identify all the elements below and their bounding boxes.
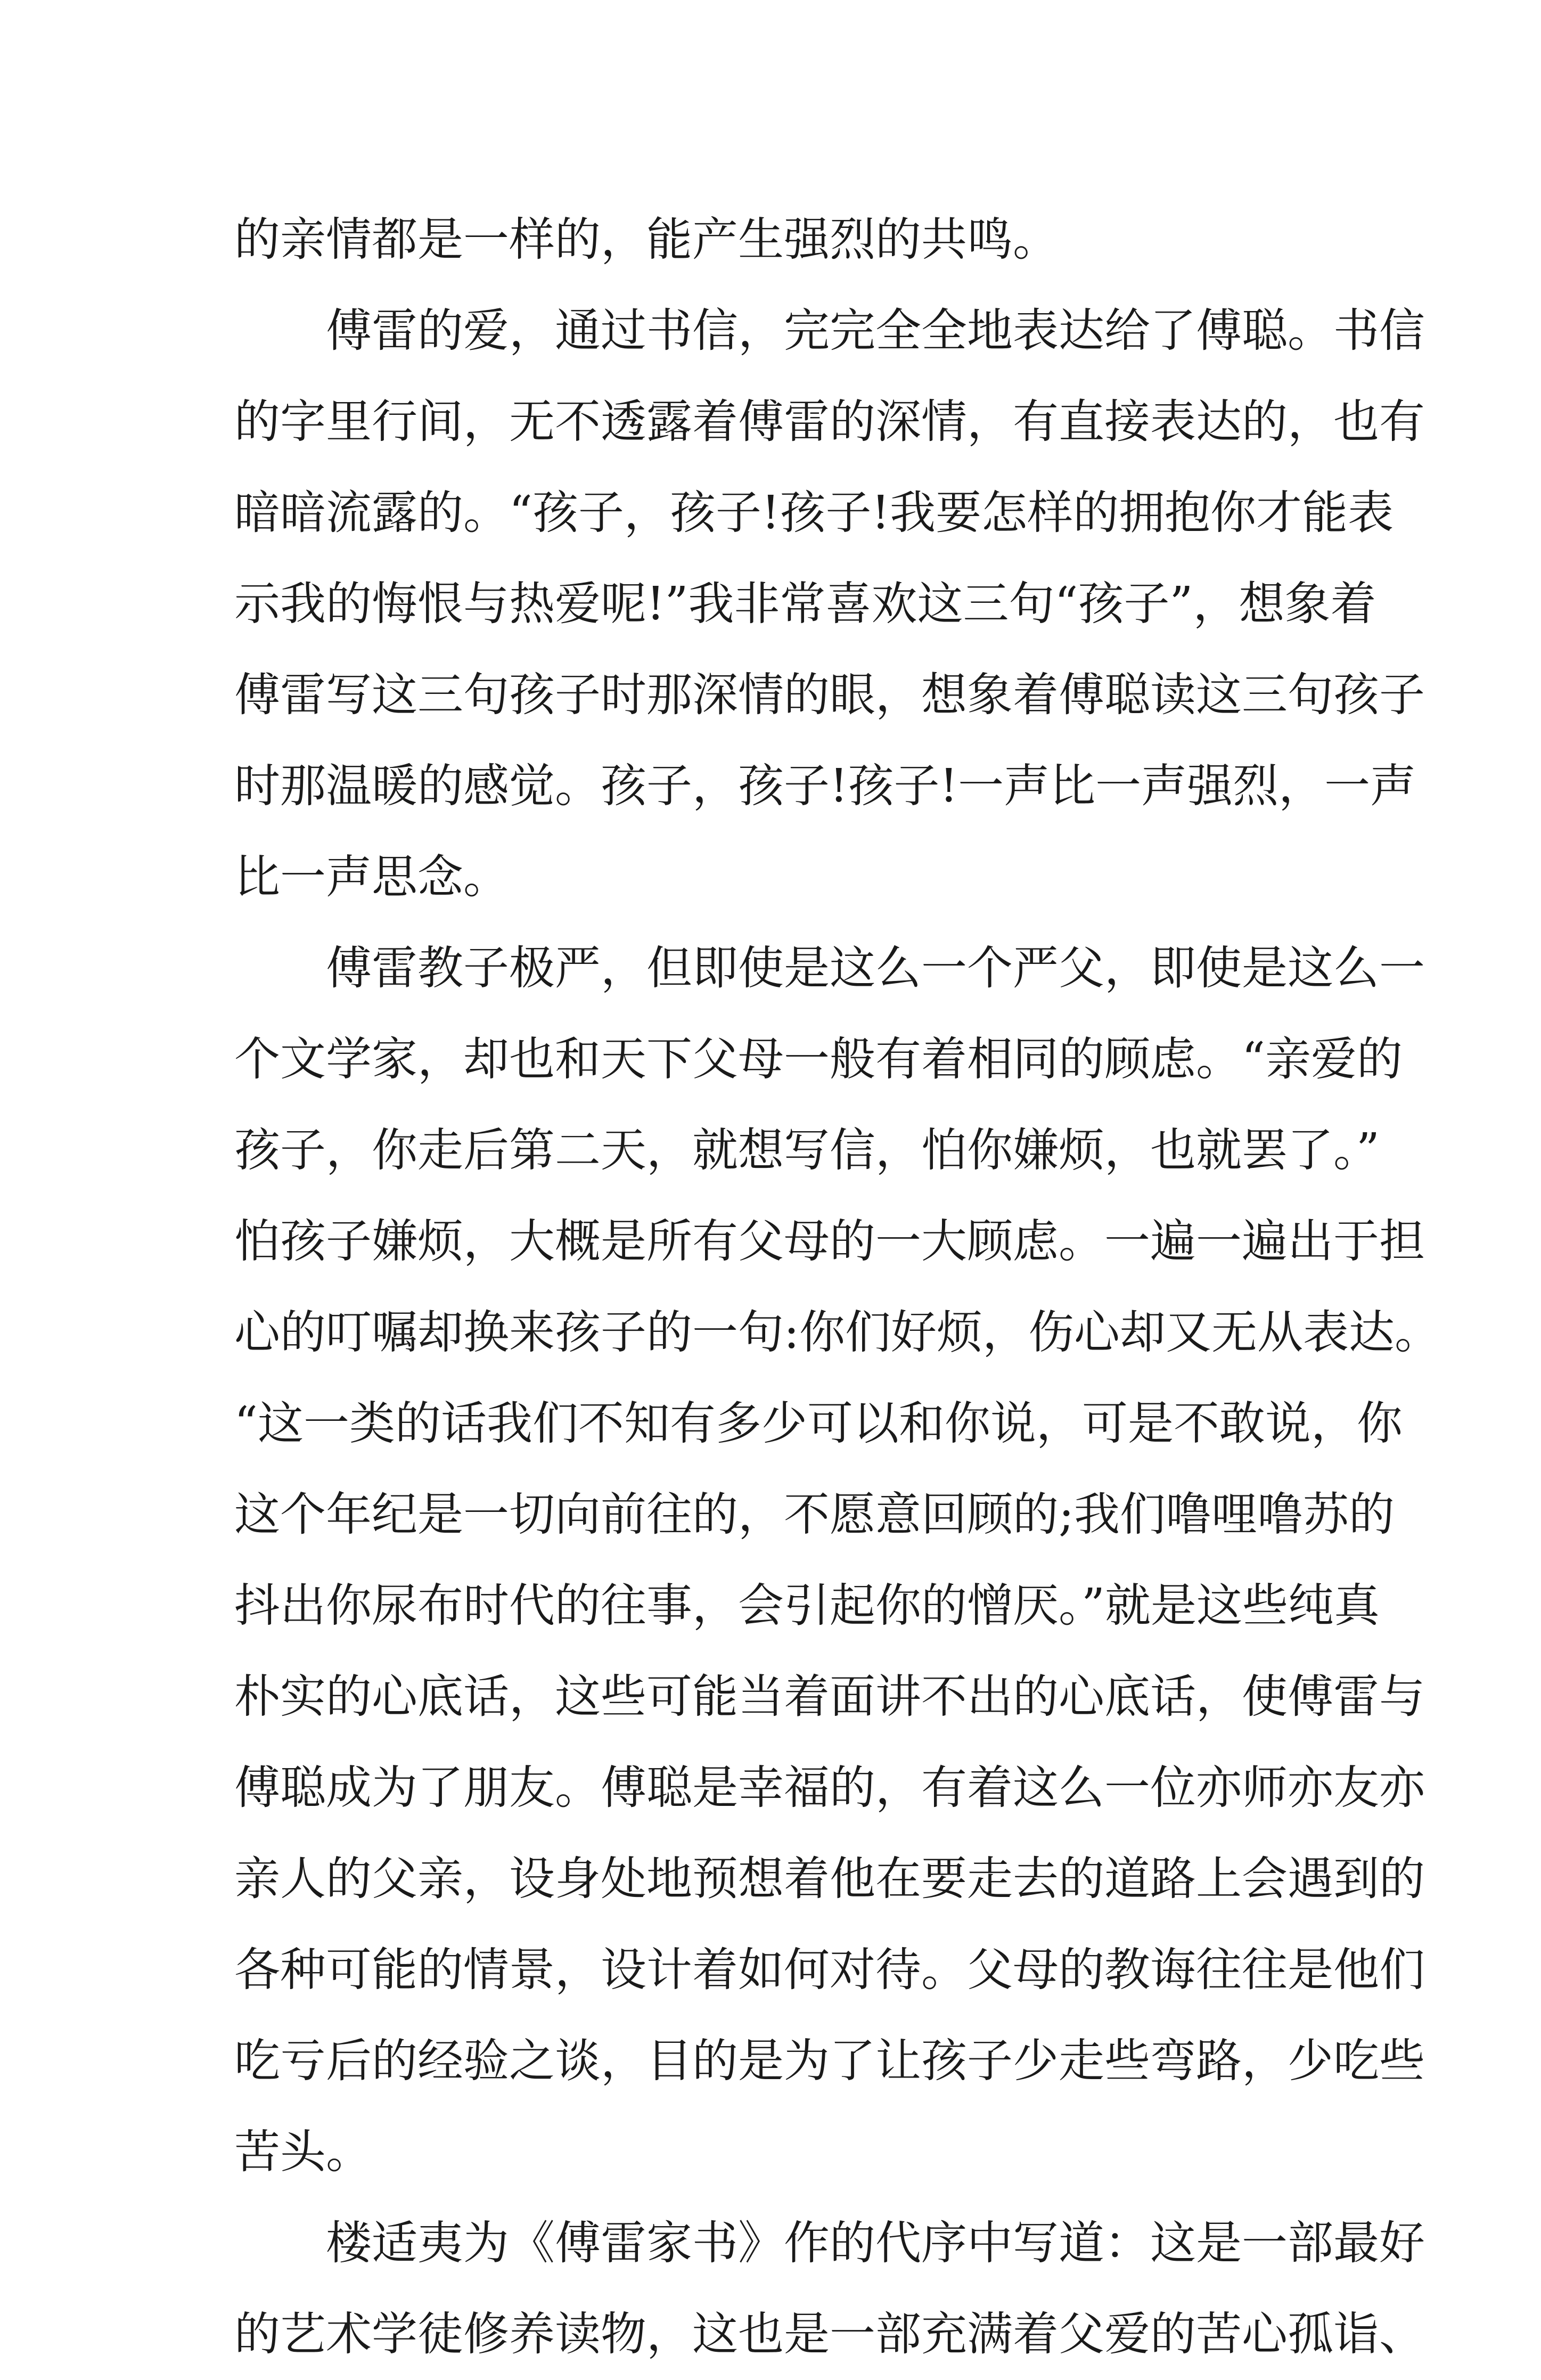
text-line: 这个年纪是一切向前往的，不愿意回顾的;我们噜哩噜苏的 — [234, 1488, 1395, 1541]
text-line: 的字里行间，无不透露着傅雷的深情，有直接表达的，也有 — [234, 395, 1425, 448]
text-line: 暗暗流露的。“孩子，孩子!孩子!我要怎样的拥抱你才能表 — [234, 486, 1394, 539]
text-line: 示我的悔恨与热爱呢!”我非常喜欢这三句“孩子”，想象着 — [234, 577, 1376, 631]
text-line: 比一声思念。 — [234, 850, 509, 904]
document-body — [234, 194, 1440, 2380]
text-line: “这一类的话我们不知有多少可以和你说，可是不敢说，你 — [234, 1397, 1403, 1450]
text-line: 各种可能的情景，设计着如何对待。父母的教诲往往是他们 — [234, 1943, 1425, 1997]
text-line: 的艺术学徒修养读物，这也是一部充满着父爱的苦心孤诣、 — [234, 2308, 1425, 2361]
text-line: 吃亏后的经验之谈，目的是为了让孩子少走些弯路，少吃些 — [234, 2034, 1425, 2088]
text-line: 时那温暖的感觉。孩子，孩子!孩子!一声比一声强烈，一声 — [234, 759, 1416, 813]
text-line: 傅雷的爱，通过书信，完完全全地表达给了傅聪。书信 — [326, 304, 1425, 357]
text-line: 个文学家，却也和天下父母一般有着相同的顾虑。“亲爱的 — [234, 1033, 1403, 1086]
text-line: 傅聪成为了朋友。傅聪是幸福的，有着这么一位亦师亦友亦 — [234, 1761, 1425, 1814]
text-line: 朴实的心底话，这些可能当着面讲不出的心底话，使傅雷与 — [234, 1670, 1425, 1723]
text-line: 楼适夷为《傅雷家书》作的代序中写道：这是一部最好 — [326, 2217, 1425, 2270]
text-line: 抖出你尿布时代的往事，会引起你的憎厌。”就是这些纯真 — [234, 1579, 1380, 1632]
text-line: 苦头。 — [234, 2125, 372, 2179]
text-line: 怕孩子嫌烦，大概是所有父母的一大顾虑。一遍一遍出于担 — [234, 1215, 1425, 1268]
text-line: 亲人的父亲，设身处地预想着他在要走去的道路上会遇到的 — [234, 1852, 1425, 1905]
text-line: 傅雷写这三句孩子时那深情的眼，想象着傅聪读这三句孩子 — [234, 668, 1425, 722]
text-line: 孩子，你走后第二天，就想写信，怕你嫌烦，也就罢了。” — [234, 1124, 1380, 1177]
text-line: 的亲情都是一样的，能产生强烈的共鸣。 — [234, 213, 1059, 266]
text-line: 傅雷教子极严，但即使是这么一个严父，即使是这么一 — [326, 942, 1425, 995]
text-line: 心的叮嘱却换来孩子的一句:你们好烦，伤心却又无从表达。 — [234, 1306, 1440, 1359]
